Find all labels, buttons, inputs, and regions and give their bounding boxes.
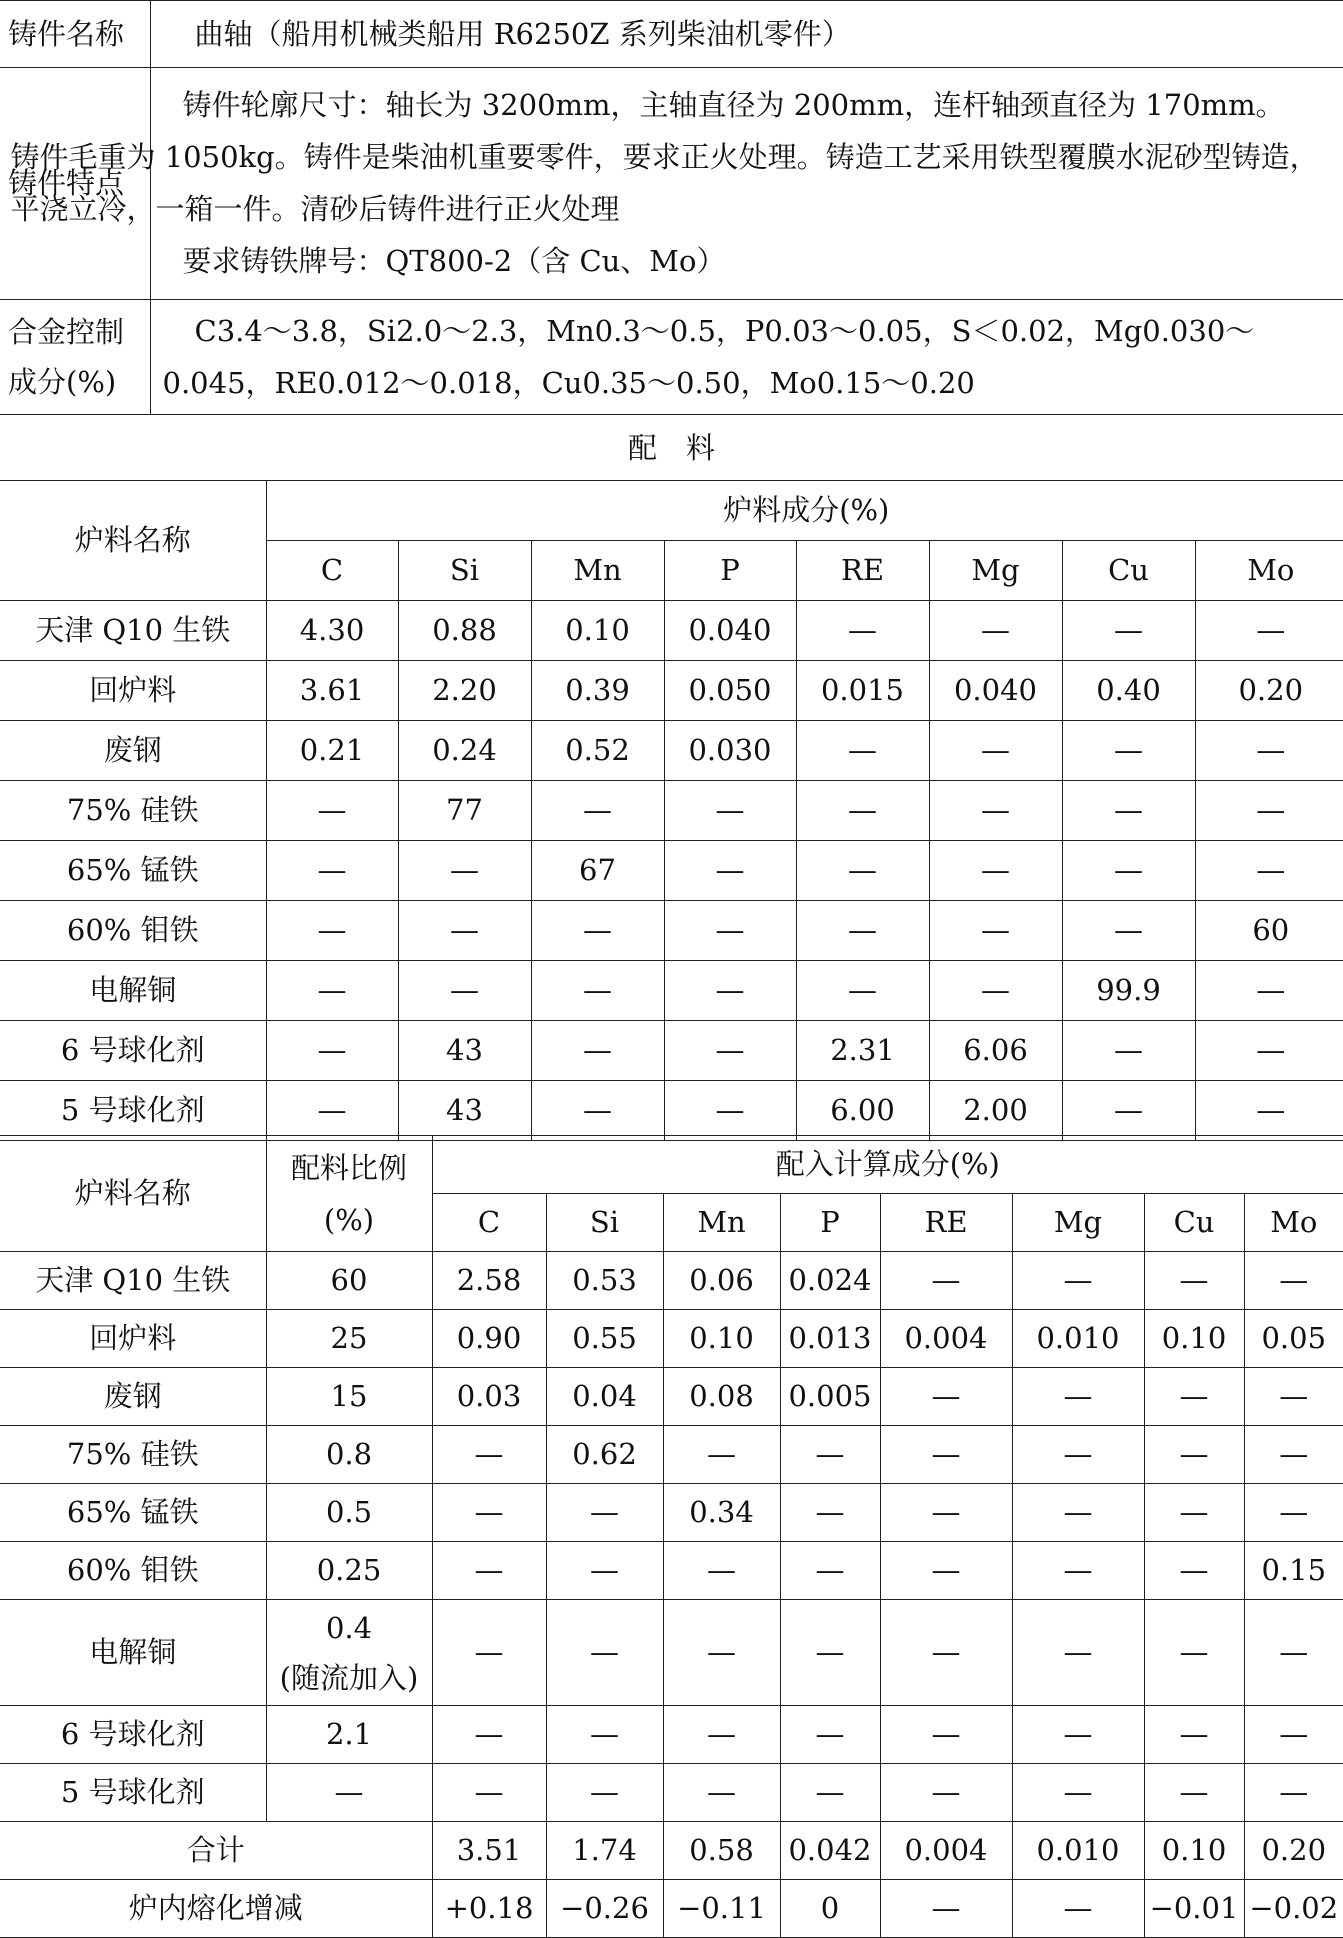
charge-ratio-value: — <box>266 1764 432 1822</box>
calculated-value: — <box>880 1426 1012 1484</box>
calculated-value: 0.013 <box>780 1310 880 1368</box>
calculated-value: 0.08 <box>663 1368 780 1426</box>
total-value: 0.042 <box>780 1822 880 1880</box>
calculation-row <box>0 1310 1343 1368</box>
composition-value: — <box>266 1021 398 1081</box>
calculated-value: 0.10 <box>1144 1310 1244 1368</box>
calculated-value: — <box>1244 1764 1343 1822</box>
composition-value: — <box>266 901 398 961</box>
composition-row <box>0 601 1343 661</box>
casting-features-row <box>0 68 1343 300</box>
calculated-value: — <box>546 1706 663 1764</box>
composition-value: 2.31 <box>796 1021 929 1081</box>
calculated-value: — <box>880 1484 1012 1542</box>
composition-value: — <box>664 1081 796 1141</box>
composition-value: — <box>796 601 929 661</box>
composition-column-header: RE <box>796 541 929 601</box>
calculated-value: — <box>663 1764 780 1822</box>
composition-value: 77 <box>398 781 531 841</box>
calculated-value: — <box>1144 1542 1244 1600</box>
composition-value: — <box>1062 1021 1195 1081</box>
casting-name-label: 铸件名称 <box>0 1 150 68</box>
total-value: 0.20 <box>1244 1822 1343 1880</box>
calculation-name-header: 炉料名称 <box>0 1136 266 1252</box>
calculated-value: 0.55 <box>546 1310 663 1368</box>
calculation-ratio-header-line-2: (%) <box>323 1202 375 1237</box>
calculated-value: — <box>780 1764 880 1822</box>
alloy-control-label-line-2: 成分(%) <box>8 365 117 399</box>
calculated-value: — <box>1012 1542 1144 1600</box>
calculation-row <box>0 1368 1343 1426</box>
calculated-value: — <box>780 1426 880 1484</box>
alloy-control-label-line-1: 合金控制 <box>8 315 125 349</box>
calculation-group-header: 配入计算成分(%) <box>432 1136 1343 1194</box>
calculated-value: — <box>1144 1764 1244 1822</box>
total-value: 0.010 <box>1012 1822 1144 1880</box>
composition-value: 6.00 <box>796 1081 929 1141</box>
composition-value: 0.40 <box>1062 661 1195 721</box>
calculated-value: 0.10 <box>663 1310 780 1368</box>
calculated-value: — <box>880 1764 1012 1822</box>
feature-line-1: 铸件轮廓尺寸：轴长为 3200mm，主轴直径为 200mm，连杆轴颈直径为 170mm。 <box>182 87 1285 122</box>
composition-value: — <box>1062 781 1195 841</box>
composition-value: — <box>796 961 929 1021</box>
calculation-column-header: Mo <box>1244 1194 1343 1252</box>
composition-value: — <box>664 781 796 841</box>
calculated-value: — <box>663 1426 780 1484</box>
calculated-value: — <box>1012 1368 1144 1426</box>
composition-value: 4.30 <box>266 601 398 661</box>
charge-material-name: 75% 硅铁 <box>0 1426 266 1484</box>
composition-group-header: 炉料成分(%) <box>266 481 1343 541</box>
calculated-value: 0.010 <box>1012 1310 1144 1368</box>
calculated-value: 0.90 <box>432 1310 546 1368</box>
alloy-control-row <box>0 300 1343 415</box>
calculated-value: — <box>546 1600 663 1706</box>
alloy-line-2: 0.045，RE0.012～0.018，Cu0.35～0.50，Mo0.15～0.20 <box>162 366 975 400</box>
charge-material-name: 电解铜 <box>0 961 266 1021</box>
calculation-melt-change-row <box>0 1880 1343 1938</box>
composition-column-header: C <box>266 541 398 601</box>
charge-material-name: 电解铜 <box>0 1600 266 1706</box>
calculated-value: — <box>546 1484 663 1542</box>
composition-value: — <box>796 901 929 961</box>
calculation-row <box>0 1706 1343 1764</box>
composition-value: — <box>664 901 796 961</box>
composition-header-row <box>0 481 1343 541</box>
composition-value: — <box>929 601 1062 661</box>
mix-section-title <box>0 416 1343 480</box>
composition-column-header: Mn <box>531 541 664 601</box>
melt-change-value: — <box>1012 1880 1144 1938</box>
calculated-value: — <box>1144 1600 1244 1706</box>
composition-value: — <box>929 841 1062 901</box>
feature-line-2: 铸件毛重为 1050kg。铸件是柴油机重要零件，要求正火处理。铸造工艺采用铁型覆膜水泥砂型铸造，平浇立冷，一箱一件。清砂后铸件进行正火处理 <box>10 139 1319 226</box>
composition-value: — <box>1062 1081 1195 1141</box>
composition-value: 0.21 <box>266 721 398 781</box>
composition-value: — <box>929 781 1062 841</box>
calculated-value: — <box>780 1706 880 1764</box>
calculated-value: — <box>432 1484 546 1542</box>
calculation-column-header: C <box>432 1194 546 1252</box>
composition-value: — <box>664 1021 796 1081</box>
composition-value: 0.88 <box>398 601 531 661</box>
composition-value: — <box>796 721 929 781</box>
composition-value: — <box>929 721 1062 781</box>
composition-row <box>0 1081 1343 1141</box>
composition-value: — <box>796 841 929 901</box>
mix-section-title-text: 配 料 <box>627 431 715 465</box>
calculation-column-header: Mn <box>663 1194 780 1252</box>
calculated-value: — <box>880 1600 1012 1706</box>
calculated-value: — <box>1012 1484 1144 1542</box>
calculation-column-header: Si <box>546 1194 663 1252</box>
composition-value: 67 <box>531 841 664 901</box>
composition-value: — <box>929 961 1062 1021</box>
calculated-value: — <box>1244 1426 1343 1484</box>
calculated-value: — <box>432 1600 546 1706</box>
calculation-row <box>0 1484 1343 1542</box>
casting-name-row <box>0 1 1343 68</box>
composition-value: — <box>929 901 1062 961</box>
composition-column-header: Si <box>398 541 531 601</box>
charge-material-name: 天津 Q10 生铁 <box>0 1252 266 1310</box>
melt-change-value: +0.18 <box>432 1880 546 1938</box>
charge-material-name: 天津 Q10 生铁 <box>0 601 266 661</box>
composition-value: — <box>531 961 664 1021</box>
composition-column-header: Mg <box>929 541 1062 601</box>
composition-row <box>0 961 1343 1021</box>
calculation-column-header: Mg <box>1012 1194 1144 1252</box>
charge-ratio-value: 2.1 <box>266 1706 432 1764</box>
composition-value: 0.030 <box>664 721 796 781</box>
composition-value: 99.9 <box>1062 961 1195 1021</box>
composition-value: — <box>1195 961 1343 1021</box>
composition-value: 0.040 <box>929 661 1062 721</box>
charge-material-name: 6 号球化剂 <box>0 1706 266 1764</box>
composition-column-header: Cu <box>1062 541 1195 601</box>
calculated-value: 2.58 <box>432 1252 546 1310</box>
composition-value: 2.20 <box>398 661 531 721</box>
composition-row <box>0 901 1343 961</box>
calculated-value: 0.53 <box>546 1252 663 1310</box>
composition-value: — <box>266 781 398 841</box>
calculated-value: — <box>1144 1368 1244 1426</box>
calculated-value: — <box>546 1764 663 1822</box>
composition-value: — <box>664 841 796 901</box>
composition-value: — <box>1195 601 1343 661</box>
composition-value: — <box>1062 721 1195 781</box>
charge-material-name: 60% 钼铁 <box>0 1542 266 1600</box>
calculation-column-header: P <box>780 1194 880 1252</box>
composition-body <box>0 601 1343 1141</box>
charge-composition-table <box>0 480 1343 1141</box>
composition-value: — <box>1062 601 1195 661</box>
calculated-value: 0.005 <box>780 1368 880 1426</box>
calculated-value: 0.03 <box>432 1368 546 1426</box>
calculated-value: — <box>663 1542 780 1600</box>
composition-value: — <box>1195 841 1343 901</box>
alloy-line-1: C3.4～3.8，Si2.0～2.3，Mn0.3～0.5，P0.03～0.05，S＜0.02，Mg0.030～ <box>194 314 1255 348</box>
calculated-value: — <box>1244 1484 1343 1542</box>
calculation-body <box>0 1252 1343 1938</box>
charge-ratio-value: 0.8 <box>266 1426 432 1484</box>
composition-value: — <box>398 841 531 901</box>
composition-value: 3.61 <box>266 661 398 721</box>
composition-value: — <box>266 1081 398 1141</box>
calculated-value: 0.06 <box>663 1252 780 1310</box>
calculated-value: — <box>546 1542 663 1600</box>
composition-column-header: Mo <box>1195 541 1343 601</box>
composition-value: 0.24 <box>398 721 531 781</box>
calculated-value: — <box>1012 1426 1144 1484</box>
calculated-value: — <box>1144 1252 1244 1310</box>
melt-change-value: −0.01 <box>1144 1880 1244 1938</box>
composition-value: — <box>664 961 796 1021</box>
composition-value: — <box>1195 781 1343 841</box>
charge-material-name: 回炉料 <box>0 661 266 721</box>
casting-info-table <box>0 0 1343 415</box>
charge-ratio-value: 0.25 <box>266 1542 432 1600</box>
calculated-value: — <box>663 1600 780 1706</box>
calculated-value: — <box>432 1542 546 1600</box>
composition-value: — <box>266 841 398 901</box>
total-value: 0.004 <box>880 1822 1012 1880</box>
calculated-value: — <box>1244 1706 1343 1764</box>
calculated-value: — <box>432 1426 546 1484</box>
calculated-value: 0.004 <box>880 1310 1012 1368</box>
calculated-value: 0.15 <box>1244 1542 1343 1600</box>
calculation-header-row <box>0 1136 1343 1194</box>
melt-change-value: 0 <box>780 1880 880 1938</box>
calculated-value: — <box>1012 1252 1144 1310</box>
charge-ratio-line-2: (随流加入) <box>279 1660 419 1695</box>
composition-row <box>0 781 1343 841</box>
total-value: 0.10 <box>1144 1822 1244 1880</box>
composition-value: — <box>1062 901 1195 961</box>
composition-value: 0.39 <box>531 661 664 721</box>
calculated-value: — <box>780 1484 880 1542</box>
composition-value: 0.10 <box>531 601 664 661</box>
total-label: 合计 <box>0 1822 432 1880</box>
calculated-value: — <box>432 1764 546 1822</box>
composition-value: — <box>531 781 664 841</box>
charge-ratio-value: 0.5 <box>266 1484 432 1542</box>
calculation-ratio-header <box>266 1136 432 1252</box>
composition-value: 0.015 <box>796 661 929 721</box>
composition-column-header: P <box>664 541 796 601</box>
casting-features-label: 铸件特点 <box>0 68 150 300</box>
composition-row <box>0 661 1343 721</box>
composition-value: 6.06 <box>929 1021 1062 1081</box>
feature-line-3: 要求铸铁牌号：QT800-2（含 Cu、Mo） <box>182 243 726 278</box>
calculated-value: — <box>780 1542 880 1600</box>
total-value: 1.74 <box>546 1822 663 1880</box>
calculation-row-copper <box>0 1600 1343 1706</box>
charge-material-name: 回炉料 <box>0 1310 266 1368</box>
charge-material-name: 5 号球化剂 <box>0 1081 266 1141</box>
total-value: 0.58 <box>663 1822 780 1880</box>
calculated-value: — <box>1144 1706 1244 1764</box>
calculation-column-header: Cu <box>1144 1194 1244 1252</box>
composition-value: 60 <box>1195 901 1343 961</box>
composition-value: 43 <box>398 1081 531 1141</box>
calculated-value: — <box>432 1706 546 1764</box>
calculated-value: 0.04 <box>546 1368 663 1426</box>
alloy-control-label <box>0 300 150 415</box>
calculated-value: 0.34 <box>663 1484 780 1542</box>
charge-material-name: 75% 硅铁 <box>0 781 266 841</box>
composition-value: — <box>1195 1021 1343 1081</box>
calculated-value: — <box>663 1706 780 1764</box>
composition-value: 0.040 <box>664 601 796 661</box>
calculated-value: — <box>880 1252 1012 1310</box>
charge-calculation-table <box>0 1135 1343 1938</box>
calculation-row <box>0 1764 1343 1822</box>
calculated-value: — <box>1244 1368 1343 1426</box>
calculated-value: — <box>1012 1706 1144 1764</box>
composition-value: — <box>266 961 398 1021</box>
composition-value: 0.20 <box>1195 661 1343 721</box>
composition-value: — <box>796 781 929 841</box>
calculation-row <box>0 1426 1343 1484</box>
melt-change-value: — <box>880 1880 1012 1938</box>
composition-name-header: 炉料名称 <box>0 481 266 601</box>
composition-value: — <box>1195 721 1343 781</box>
calculated-value: — <box>1012 1600 1144 1706</box>
calculation-row <box>0 1542 1343 1600</box>
charge-ratio-value: 15 <box>266 1368 432 1426</box>
charge-ratio-value: 60 <box>266 1252 432 1310</box>
composition-value: — <box>531 1081 664 1141</box>
composition-value: — <box>398 901 531 961</box>
composition-row <box>0 1021 1343 1081</box>
charge-material-name: 5 号球化剂 <box>0 1764 266 1822</box>
calculated-value: — <box>1012 1764 1144 1822</box>
calculated-value: — <box>780 1600 880 1706</box>
calculated-value: — <box>1244 1600 1343 1706</box>
charge-material-name: 6 号球化剂 <box>0 1021 266 1081</box>
calculation-column-header: RE <box>880 1194 1012 1252</box>
calculation-total-row <box>0 1822 1343 1880</box>
composition-value: — <box>531 901 664 961</box>
composition-value: — <box>1062 841 1195 901</box>
composition-row <box>0 721 1343 781</box>
calculated-value: — <box>880 1706 1012 1764</box>
charge-material-name: 65% 锰铁 <box>0 1484 266 1542</box>
calculated-value: — <box>1144 1484 1244 1542</box>
composition-value: — <box>531 1021 664 1081</box>
casting-name-value: 曲轴（船用机械类船用 R6250Z 系列柴油机零件） <box>150 1 1343 68</box>
calculated-value: 0.05 <box>1244 1310 1343 1368</box>
calculated-value: — <box>880 1542 1012 1600</box>
calculation-ratio-header-line-1: 配料比例 <box>290 1150 407 1185</box>
melt-change-value: −0.26 <box>546 1880 663 1938</box>
composition-value: 2.00 <box>929 1081 1062 1141</box>
charge-ratio-value: 25 <box>266 1310 432 1368</box>
calculated-value: 0.62 <box>546 1426 663 1484</box>
charge-ratio-line-1: 0.4 <box>325 1610 373 1645</box>
composition-value: 0.52 <box>531 721 664 781</box>
alloy-control-values <box>150 300 1343 415</box>
melt-change-label: 炉内熔化增减 <box>0 1880 432 1938</box>
charge-material-name: 65% 锰铁 <box>0 841 266 901</box>
charge-material-name: 废钢 <box>0 1368 266 1426</box>
composition-row <box>0 841 1343 901</box>
calculated-value: — <box>1244 1252 1343 1310</box>
charge-ratio-value <box>266 1600 432 1706</box>
charge-material-name: 60% 钼铁 <box>0 901 266 961</box>
composition-value: — <box>398 961 531 1021</box>
melt-change-value: −0.02 <box>1244 1880 1343 1938</box>
composition-value: 43 <box>398 1021 531 1081</box>
charge-material-name: 废钢 <box>0 721 266 781</box>
composition-value: 0.050 <box>664 661 796 721</box>
composition-value: — <box>1195 1081 1343 1141</box>
calculated-value: 0.024 <box>780 1252 880 1310</box>
calculated-value: — <box>880 1368 1012 1426</box>
melt-change-value: −0.11 <box>663 1880 780 1938</box>
calculated-value: — <box>1144 1426 1244 1484</box>
calculation-row <box>0 1252 1343 1310</box>
total-value: 3.51 <box>432 1822 546 1880</box>
